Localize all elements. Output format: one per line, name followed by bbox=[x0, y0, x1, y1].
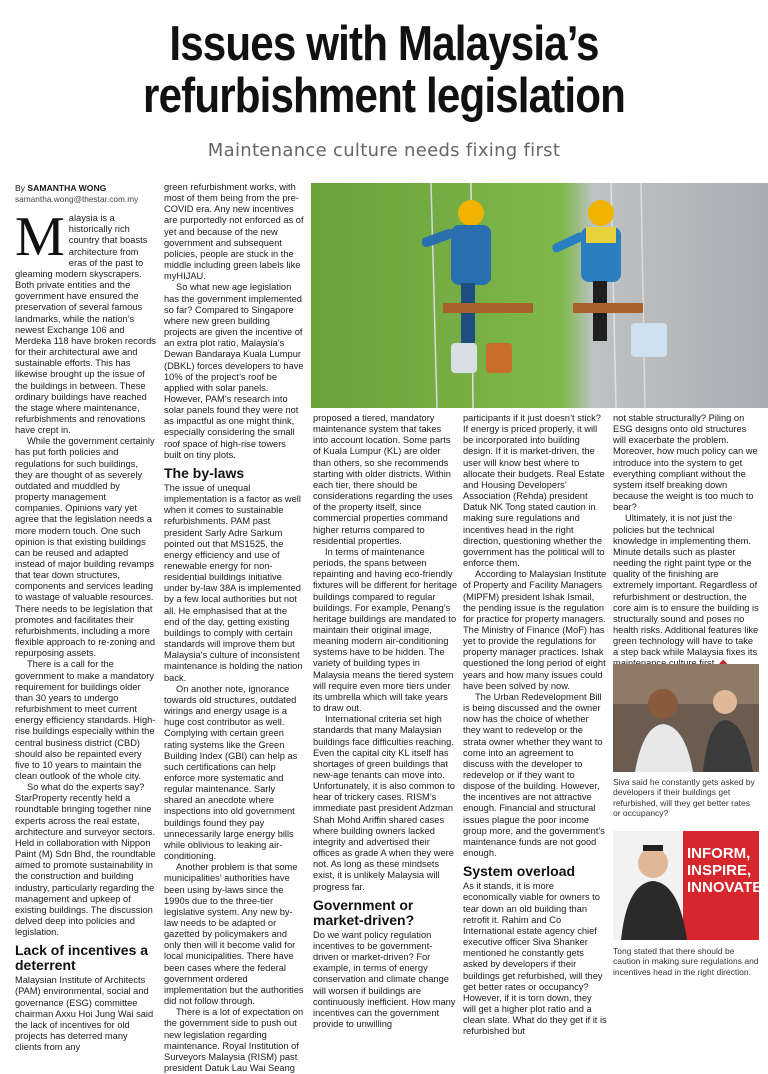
paragraph: There is a call for the government to make a mandatory requirement for buildings older than 30 years to undergo refurbishment to meet current energy efficiency standards. High-rise buildings especially within the central business district (CBD) should also be repainted every five to 10 years to maintain the clean outlook of the whole city. bbox=[15, 659, 156, 781]
caption-tong: Tong stated that there should be caution in making sure regulations and incentives head in the right direction. bbox=[613, 946, 759, 977]
article-column-1 bbox=[15, 183, 156, 1053]
paragraph-text: Ultimately, it is not just the policies but the technical knowledge in implementing them. Minute details such as plaster needing the right paint type or the quality of the finishing are extremely important. Regardless of refurbishment or destruction, the core aim is to ensure the building is structurally sound and poses no health risks. Additional features like green technology will have to take a step back while Malaysia fixes its bbox=[613, 513, 759, 658]
section-heading: System overload bbox=[463, 863, 576, 880]
paragraph: Malaysian Institute of Architects (PAM) environmental, social and governance (ESG) committee chairman Axxu Hoi Jung Wai said the lack of incentives for old projects has deterred many clients from any bbox=[15, 975, 154, 1053]
article-column-3 bbox=[313, 413, 458, 1029]
paragraph: On another note, ignorance towards old structures, outdated wirings and energy usage is a huge cost contributor as well. Complying with certain green rating systems like the Green Building Index (GBI) can help as such certifications can help enforce more systematic and regular maintenance. Sarly shared an anecdote where inspections into old government buildings found they pay unnecessarily large energy bills while oblivious to leaking air-conditioning. bbox=[164, 683, 298, 862]
banner-line-3: INNOVATE bbox=[687, 879, 763, 896]
paragraph: So what do the experts say? StarProperty recently held a roundtable bringing together nine experts across the real estate, architecture and surveyor sectors. Held in collaboration with Nippon Paint (M) Sdn Bhd, the roundtable aimed to promote sustainability in the construction and building industry, particularly regarding the management and upkeep of existing buildings. The discussion delved deep into policies and legislation. bbox=[15, 782, 156, 938]
headline bbox=[54, 18, 714, 122]
article-column-4 bbox=[463, 413, 607, 1037]
article-column-2 bbox=[164, 182, 305, 1074]
hard-hat-icon bbox=[588, 200, 614, 226]
paragraph: Another problem is that some municipalities’ authorities have been using by-laws since the 1990s due to the three-tier legislative system. Any new by-law needs to be adapted or gazetted by policymakers and only then will it become valid for local municipalities. There have been cases where the federal government ordered implementation but the authorities did not follow through. bbox=[164, 862, 304, 1007]
paragraph: participants if it just doesn’t stick? If energy is priced properly, it will be incorporated into building design. If it is market-driven, the user will know best where to allocate their budgets. Real Estate and Housing Developers’ Association (Rehda) president Datuk NK Tong stated caution in making sure regulations and incentives head in the right direction, questioning whether the government has the political will to enforce them. bbox=[463, 413, 605, 569]
paragraph: green refurbishment works, with most of them being from the pre-COVID era. Any new incentives are purportedly not enforced as of yet and because of the new government and subsequent policies, people are stuck in the middle including green labels like myHIJAU. bbox=[164, 182, 304, 282]
paragraph: There is a lot of expectation on the government side to push out new legislation regarding maintenance. Royal Institution of Surveyors Malaysia (RISM) past president Datuk Lau Wai Seang bbox=[164, 1007, 304, 1074]
paragraph: The Urban Redevelopment Bill is being discussed and the owner now has the choice of whether they want to redevelop or the strata owner whether they want to come into an agreement to discuss with the developer to redevelop or if they want to dispose of the building. However, the incentives are not attractive enough. Financial and structural issues plague the poor income group more, and the government’s maintenance funds are not good enough. bbox=[463, 691, 605, 859]
section-heading: The by-laws bbox=[164, 464, 245, 481]
hard-hat-icon bbox=[458, 200, 484, 226]
paragraph: While the government certainly has put forth policies and regulations for such buildings, they are thought of as severely outdated and muddled by property management companies. Opinions vary yet agree that the legislation needs a more modern touch. One such opinion is that existing buildings can be reused and adapted instead of major building revamps that tear down structures, components and services leading to wastage of valuable resources. There needs to be legislation that promotes and facilitates their refurbishments, including a more flexible approach to re-zoning and repurposing assets. bbox=[15, 436, 156, 659]
paragraph: In terms of maintenance periods, the spans between repainting and having eco-friendly fixtures will be different for heritage buildings compared to regular buildings. For example, Penang’s heritage buildings are mandated to maintain their original image, meaning modern air-conditioning systems have to be hidden. The variety of building types in Malaysia means the tiered system will require even more tiers under its umbrella which will take years to draw out. bbox=[313, 546, 458, 714]
headline-line-2: refurbishment legislation bbox=[143, 69, 625, 123]
article-column-5 bbox=[613, 413, 759, 663]
subheadline: Maintenance culture needs fixing first bbox=[207, 140, 561, 161]
paragraph: As it stands, it is more economically viable for owners to tear down an old building than retrofit it. Rahim and Co International estate agency chief executive officer Siva Shanker mentioned he constantly gets asked by developers if their buildings get refurbished, will they get better rates or occupancy? However, if it is torn down, they will get a higher plot ratio and a clean slate. What do they get if it is refurbished but bbox=[463, 881, 607, 1037]
headline-line-1: Issues with Malaysia’s bbox=[169, 17, 599, 71]
paragraph bbox=[613, 513, 759, 669]
caption-siva: Siva said he constantly gets asked by developers if their buildings get refurbished, will they get better rates or occupancy? bbox=[613, 777, 755, 819]
siva-portrait bbox=[613, 664, 759, 772]
main-photo-painters bbox=[311, 183, 768, 408]
byline-author: SAMANTHA WONG bbox=[27, 183, 107, 193]
paragraph: Do we want policy regulation incentives to be government-driven or market-driven? For example, in terms of energy conservation and climate change will worsen if buildings are continuously inefficient. How many incentives can the government provide to unwilling bbox=[313, 929, 456, 1029]
paragraph: The issue of unequal implementation is a factor as well when it comes to sustainable refurbishments. PAM past president Sarly Adre Sarkum pointed out that MS1525, the energy efficiency and use of renewable energy for non-residential buildings initiative under by-law 38A is implemented by a few local authorities but not all. He emphasised that at the end of the day, getting existing buildings to comply with certain standards will improve them but Malaysia’s culture of inconsistent maintenance is holding the nation back. bbox=[164, 482, 303, 683]
paragraph: not stable structurally? Piling on ESG designs onto old structures will exacerbate the problem. Moreover, how much policy can we introduce into the system to get everything compliant without the system itself breaking down because the weight is too much to bear? bbox=[613, 413, 758, 513]
paragraph: According to Malaysian Institute of Property and Facility Managers (MIPFM) president Ishak Ismail, the pending issue is the regulation for practice for property managers. The Ministry of Finance (MoF) has yet to provide the regulations for property manager practices. Ishak questioned the long period of eight years and how many issues could have been solved by now. bbox=[463, 569, 607, 691]
paragraph: proposed a tiered, mandatory maintenance system that takes into account location. Some parts of Kuala Lumpur (KL) are older than others, so she recommends starting with older districts. Within each tier, there should be considerations regarding the uses of the property itself, since commercial properties command higher returns compared to residential properties. bbox=[313, 413, 453, 546]
drop-cap: M bbox=[15, 206, 65, 269]
section-heading: Government or market-driven? bbox=[313, 896, 415, 928]
painters-illustration bbox=[311, 183, 768, 408]
section-heading: Lack of incentives a deterrent bbox=[15, 942, 149, 974]
byline-prefix: By bbox=[15, 183, 28, 193]
paragraph-text: alaysia is a historically rich country that boasts architecture from eras of the past to gleaming modern skyscrapers. Both private entities and the government have ensured the preservation of several famous landmarks, while the nation’s newest Exchange 106 and Merdeka 118 have broken records for their architectural awe and sustainable efforts. This has likewise brought up the issue of the buildings in between. These ordinary buildings have reached the stage where maintenance, refurbishments and renovations have crept in. bbox=[15, 213, 156, 436]
paragraph: So what new age legislation has the government implemented so far? Compared to Singapore where new green building projects are given the incentive of an extra plot ratio, Malaysia’s Dewan Bandaraya Kuala Lumpur (DBKL) forces developers to have 10% of the project’s roof be applied with solar panels. However, PAM’s research into solar panels found they were not as impactful as one might think, especially considering the small roof space of high-rise towers built on tiny plots. bbox=[164, 282, 304, 460]
banner-line-1: INFORM, bbox=[687, 845, 751, 862]
photo-tong bbox=[613, 831, 763, 940]
banner-line-2: INSPIRE, bbox=[687, 862, 752, 879]
byline-email: samantha.wong@thestar.com.my bbox=[15, 194, 139, 204]
byline bbox=[15, 183, 156, 194]
paragraph bbox=[15, 206, 156, 436]
photo-siva bbox=[613, 664, 759, 772]
paragraph: International criteria set high standards that many Malaysian buildings face difficulties reaching. Even the capital city KL itself has shortages of green buildings that new-age tenants can move into. Unfortunately, it is also common to hear of trickery cases. RISM’s immediate past president Adzman Shah Mohd Ariffin shared cases where building owners lacked integrity and advertised their offices as grade A when they were not. As long as these mindsets exist, it is unlikely Malaysia will progress far. bbox=[313, 714, 455, 892]
banner-text bbox=[687, 845, 763, 896]
